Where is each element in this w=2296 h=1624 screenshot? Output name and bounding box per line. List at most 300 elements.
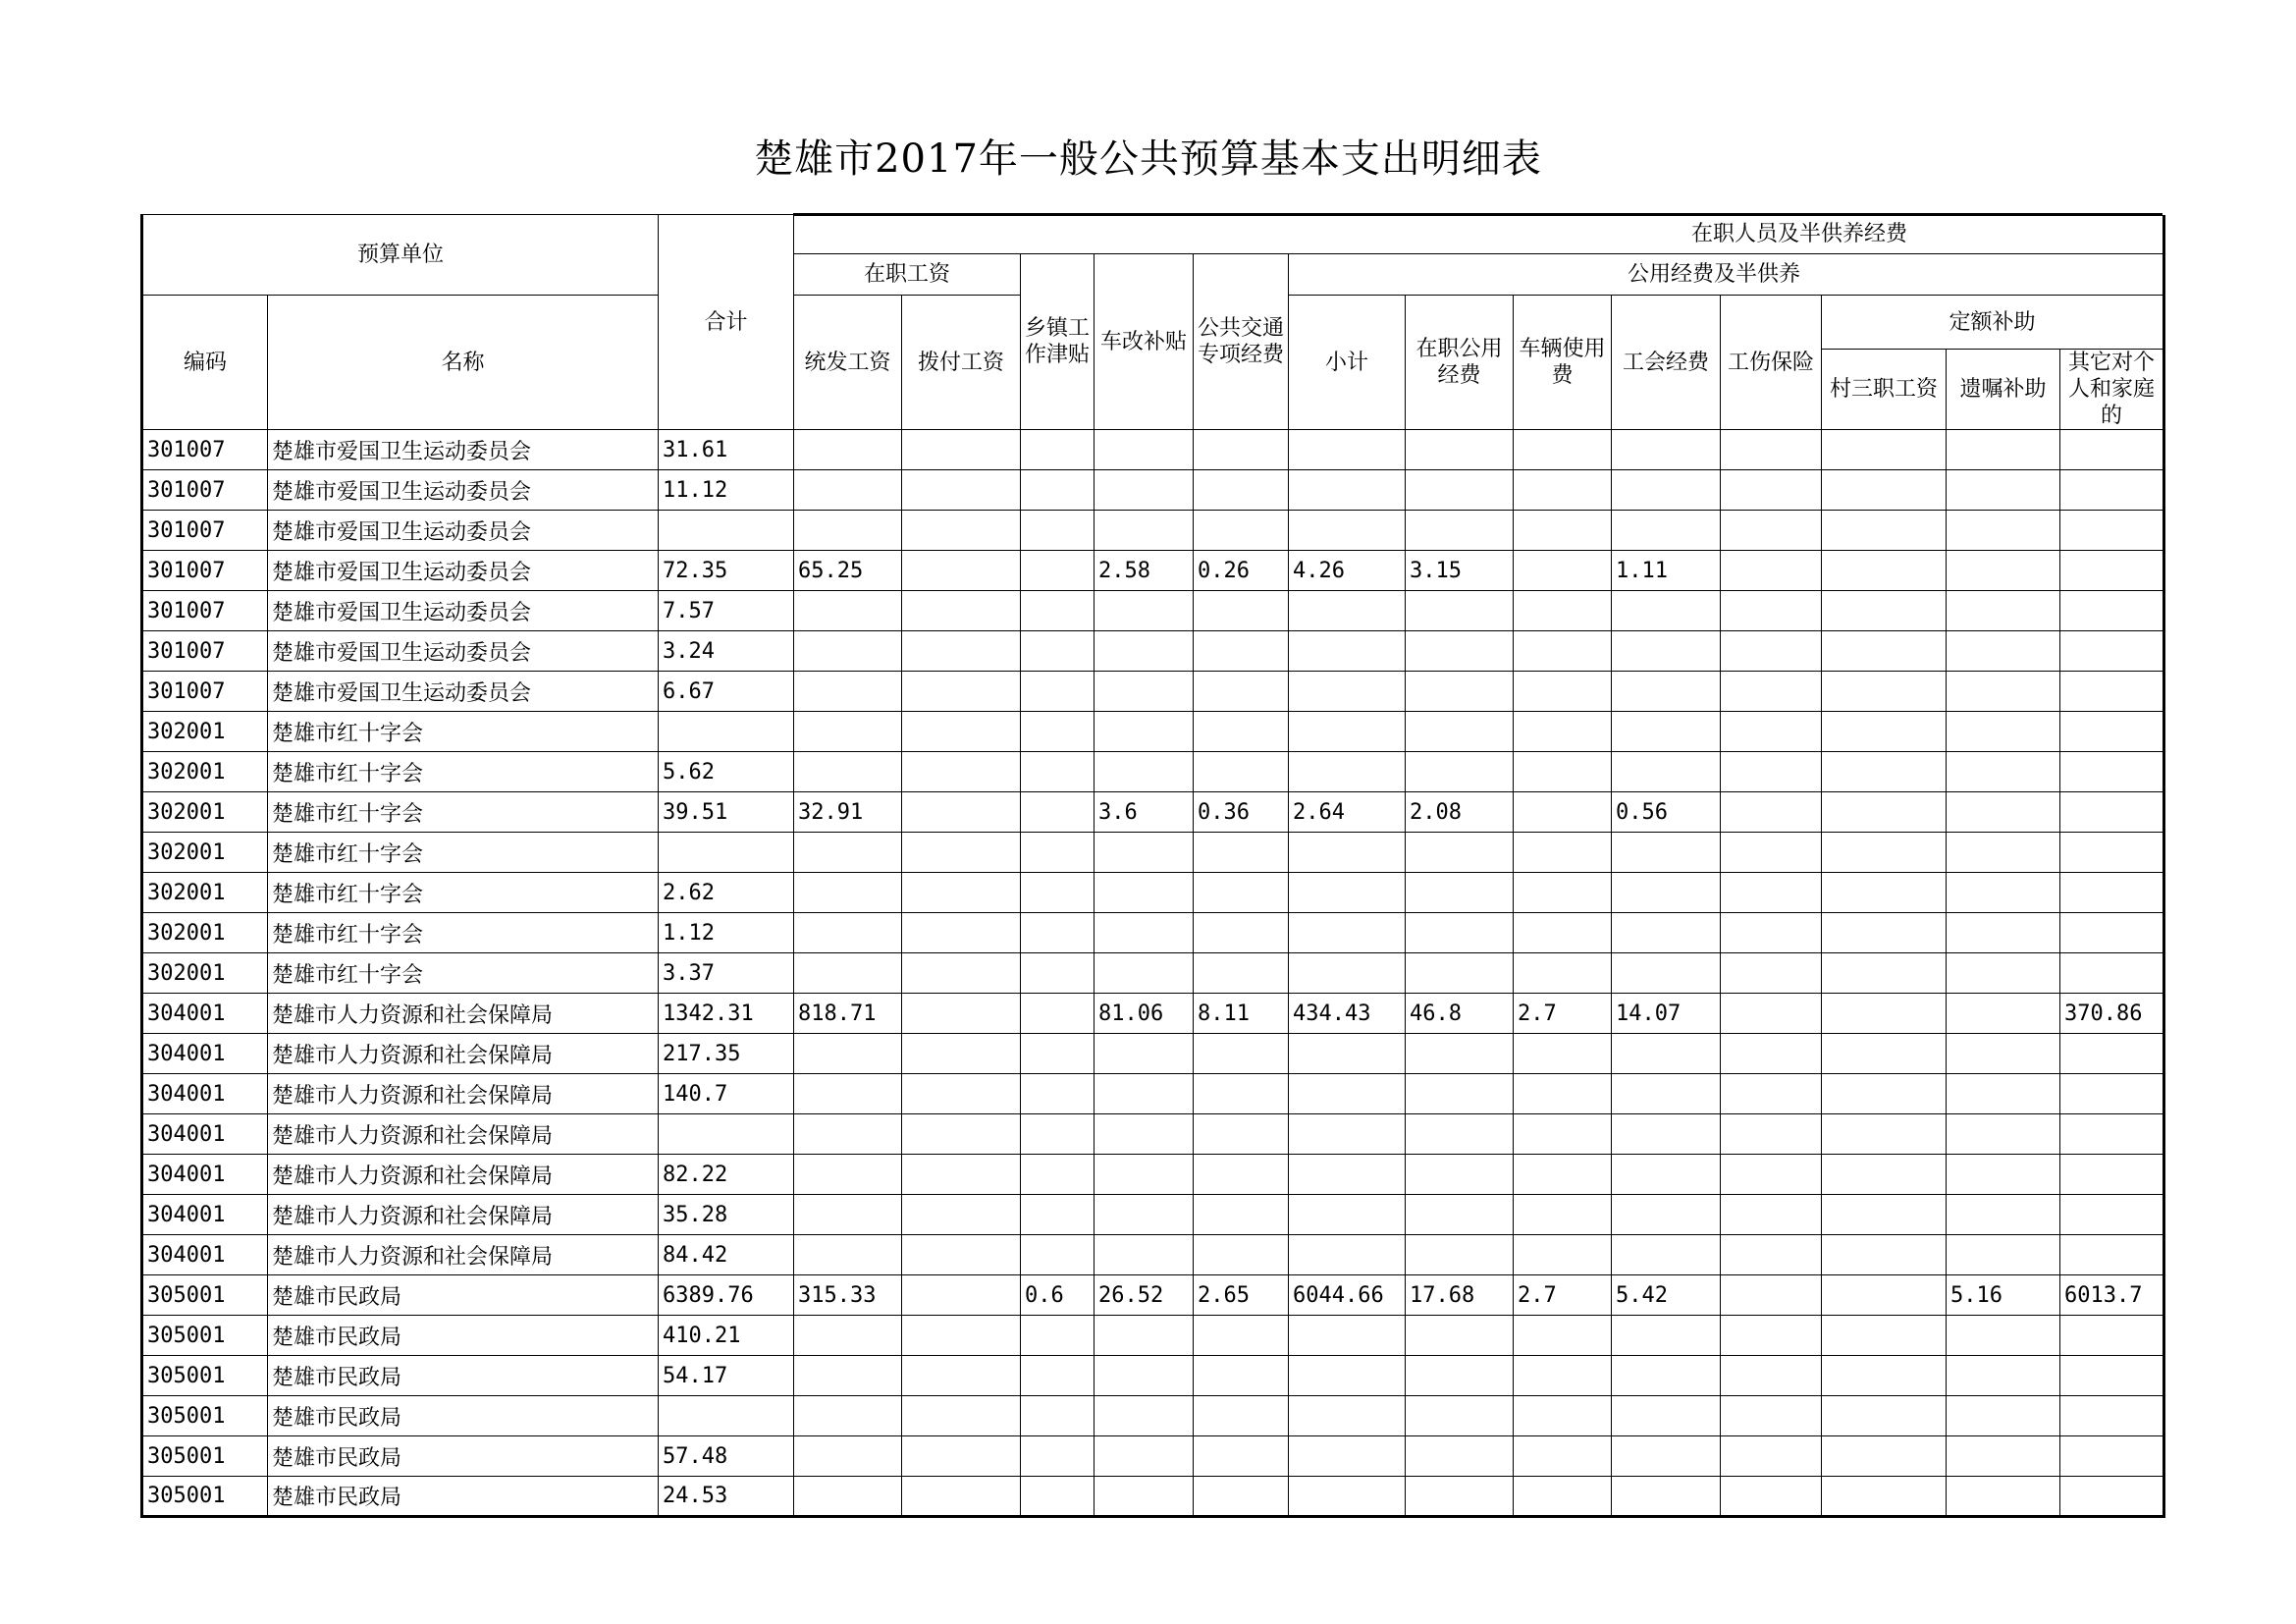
cell-vehicle-use (1514, 1477, 1612, 1517)
cell-code: 301007 (142, 470, 268, 511)
table-row (142, 1114, 2164, 1155)
cell-salary-unified (794, 1356, 902, 1396)
table-row (142, 994, 2164, 1034)
cell-salary-allocated (902, 913, 1021, 953)
cell-other-personal (2060, 511, 2164, 551)
cell-other-personal (2060, 873, 2164, 913)
cell-total: 6389.76 (659, 1275, 794, 1316)
cell-transport-special (1194, 470, 1289, 511)
cell-salary-unified (794, 833, 902, 873)
header-subtotal: 小计 (1289, 296, 1406, 430)
cell-vehicle-use (1514, 591, 1612, 631)
cell-car-reform (1095, 873, 1194, 913)
cell-public-funds (1406, 430, 1514, 470)
cell-transport-special (1194, 511, 1289, 551)
cell-township-allowance (1021, 1356, 1095, 1396)
cell-union-funds (1612, 1195, 1721, 1235)
cell-total (659, 1114, 794, 1155)
cell-salary-allocated (902, 712, 1021, 752)
cell-township-allowance (1021, 792, 1095, 833)
cell-code: 301007 (142, 672, 268, 712)
cell-transport-special: 8.11 (1194, 994, 1289, 1034)
table-row (142, 953, 2164, 994)
cell-transport-special (1194, 913, 1289, 953)
cell-survivor-subsidy (1947, 1155, 2060, 1195)
cell-survivor-subsidy (1947, 1396, 2060, 1436)
cell-union-funds (1612, 1034, 1721, 1074)
cell-vehicle-use (1514, 913, 1612, 953)
cell-survivor-subsidy (1947, 994, 2060, 1034)
cell-salary-unified (794, 1195, 902, 1235)
cell-name: 楚雄市人力资源和社会保障局 (268, 1034, 659, 1074)
cell-car-reform (1095, 1396, 1194, 1436)
table-body (142, 430, 2164, 1517)
cell-township-allowance (1021, 672, 1095, 712)
cell-transport-special (1194, 1155, 1289, 1195)
cell-salary-allocated (902, 1074, 1021, 1114)
cell-union-funds (1612, 1235, 1721, 1275)
cell-survivor-subsidy (1947, 591, 2060, 631)
cell-village-cadre (1822, 470, 1947, 511)
cell-village-cadre (1822, 631, 1947, 672)
cell-transport-special (1194, 752, 1289, 792)
cell-survivor-subsidy (1947, 551, 2060, 591)
cell-other-personal (2060, 551, 2164, 591)
cell-salary-allocated (902, 591, 1021, 631)
cell-village-cadre (1822, 1074, 1947, 1114)
cell-survivor-subsidy (1947, 1034, 2060, 1074)
cell-salary-unified (794, 1436, 902, 1477)
cell-name: 楚雄市红十字会 (268, 873, 659, 913)
cell-code: 304001 (142, 1034, 268, 1074)
cell-salary-allocated (902, 953, 1021, 994)
cell-township-allowance (1021, 994, 1095, 1034)
cell-total: 31.61 (659, 430, 794, 470)
cell-subtotal: 6044.66 (1289, 1275, 1406, 1316)
cell-subtotal (1289, 1396, 1406, 1436)
cell-survivor-subsidy (1947, 1356, 2060, 1396)
cell-other-personal: 370.86 (2060, 994, 2164, 1034)
cell-injury-insurance (1721, 752, 1822, 792)
cell-car-reform (1095, 1034, 1194, 1074)
cell-total: 410.21 (659, 1316, 794, 1356)
cell-survivor-subsidy (1947, 1195, 2060, 1235)
cell-salary-allocated (902, 1195, 1021, 1235)
cell-total: 54.17 (659, 1356, 794, 1396)
table-row (142, 1477, 2164, 1517)
cell-code: 301007 (142, 591, 268, 631)
cell-car-reform (1095, 1316, 1194, 1356)
cell-vehicle-use (1514, 1155, 1612, 1195)
cell-transport-special: 0.36 (1194, 792, 1289, 833)
cell-injury-insurance (1721, 1074, 1822, 1114)
cell-other-personal (2060, 752, 2164, 792)
header-salary-unified: 统发工资 (794, 296, 902, 430)
cell-name: 楚雄市红十字会 (268, 833, 659, 873)
cell-salary-unified (794, 1074, 902, 1114)
cell-total: 35.28 (659, 1195, 794, 1235)
cell-name: 楚雄市爱国卫生运动委员会 (268, 551, 659, 591)
cell-union-funds (1612, 913, 1721, 953)
cell-car-reform (1095, 1235, 1194, 1275)
cell-township-allowance (1021, 712, 1095, 752)
header-union-funds: 工会经费 (1612, 296, 1721, 430)
cell-salary-unified (794, 430, 902, 470)
table-row (142, 1034, 2164, 1074)
table-row (142, 1235, 2164, 1275)
cell-subtotal (1289, 511, 1406, 551)
cell-village-cadre (1822, 511, 1947, 551)
cell-union-funds (1612, 631, 1721, 672)
header-car-reform: 车改补贴 (1095, 254, 1194, 430)
cell-village-cadre (1822, 1034, 1947, 1074)
cell-village-cadre (1822, 1356, 1947, 1396)
header-group-fixed: 定额补助 (1822, 296, 2164, 350)
cell-subtotal (1289, 1195, 1406, 1235)
cell-public-funds (1406, 672, 1514, 712)
cell-transport-special (1194, 631, 1289, 672)
cell-salary-allocated (902, 873, 1021, 913)
cell-village-cadre (1822, 1235, 1947, 1275)
cell-public-funds (1406, 1235, 1514, 1275)
cell-public-funds (1406, 511, 1514, 551)
table-row (142, 470, 2164, 511)
cell-transport-special (1194, 953, 1289, 994)
cell-other-personal (2060, 1436, 2164, 1477)
cell-village-cadre (1822, 1316, 1947, 1356)
cell-transport-special (1194, 672, 1289, 712)
cell-injury-insurance (1721, 1195, 1822, 1235)
cell-vehicle-use (1514, 511, 1612, 551)
table-row (142, 833, 2164, 873)
cell-car-reform (1095, 430, 1194, 470)
cell-code: 305001 (142, 1477, 268, 1517)
cell-other-personal (2060, 470, 2164, 511)
cell-other-personal (2060, 1356, 2164, 1396)
cell-village-cadre (1822, 551, 1947, 591)
cell-name: 楚雄市爱国卫生运动委员会 (268, 511, 659, 551)
cell-village-cadre (1822, 1275, 1947, 1316)
cell-transport-special: 2.65 (1194, 1275, 1289, 1316)
cell-code: 305001 (142, 1316, 268, 1356)
cell-name: 楚雄市红十字会 (268, 752, 659, 792)
table-row (142, 752, 2164, 792)
cell-survivor-subsidy (1947, 873, 2060, 913)
cell-village-cadre (1822, 430, 1947, 470)
cell-union-funds (1612, 430, 1721, 470)
cell-car-reform (1095, 1477, 1194, 1517)
cell-transport-special (1194, 1316, 1289, 1356)
cell-transport-special (1194, 1034, 1289, 1074)
cell-total (659, 511, 794, 551)
cell-other-personal (2060, 712, 2164, 752)
cell-salary-unified (794, 1155, 902, 1195)
cell-salary-allocated (902, 752, 1021, 792)
cell-township-allowance (1021, 1235, 1095, 1275)
cell-name: 楚雄市民政局 (268, 1477, 659, 1517)
cell-injury-insurance (1721, 1436, 1822, 1477)
cell-subtotal (1289, 953, 1406, 994)
cell-injury-insurance (1721, 1114, 1822, 1155)
cell-transport-special (1194, 833, 1289, 873)
cell-subtotal: 2.64 (1289, 792, 1406, 833)
cell-car-reform (1095, 953, 1194, 994)
cell-injury-insurance (1721, 631, 1822, 672)
cell-township-allowance (1021, 1034, 1095, 1074)
table-row (142, 591, 2164, 631)
cell-survivor-subsidy (1947, 1436, 2060, 1477)
cell-union-funds (1612, 470, 1721, 511)
cell-salary-allocated (902, 430, 1021, 470)
cell-injury-insurance (1721, 833, 1822, 873)
cell-car-reform (1095, 712, 1194, 752)
cell-public-funds (1406, 1356, 1514, 1396)
cell-name: 楚雄市人力资源和社会保障局 (268, 1155, 659, 1195)
cell-code: 304001 (142, 1155, 268, 1195)
cell-survivor-subsidy (1947, 1074, 2060, 1114)
cell-subtotal (1289, 1436, 1406, 1477)
table-row (142, 1195, 2164, 1235)
cell-code: 304001 (142, 1195, 268, 1235)
table-row (142, 1074, 2164, 1114)
cell-code: 301007 (142, 551, 268, 591)
cell-transport-special: 0.26 (1194, 551, 1289, 591)
header-injury-insurance: 工伤保险 (1721, 296, 1822, 430)
cell-survivor-subsidy (1947, 511, 2060, 551)
cell-code: 301007 (142, 631, 268, 672)
header-township-allowance: 乡镇工作津贴 (1021, 254, 1095, 430)
cell-union-funds (1612, 1316, 1721, 1356)
cell-code: 301007 (142, 511, 268, 551)
cell-other-personal (2060, 1114, 2164, 1155)
cell-salary-unified (794, 712, 902, 752)
cell-other-personal (2060, 833, 2164, 873)
cell-salary-allocated (902, 1155, 1021, 1195)
cell-name: 楚雄市爱国卫生运动委员会 (268, 672, 659, 712)
cell-code: 302001 (142, 913, 268, 953)
cell-survivor-subsidy: 5.16 (1947, 1275, 2060, 1316)
cell-salary-allocated (902, 1034, 1021, 1074)
cell-other-personal: 6013.7 (2060, 1275, 2164, 1316)
cell-total: 57.48 (659, 1436, 794, 1477)
cell-other-personal (2060, 792, 2164, 833)
cell-name: 楚雄市爱国卫生运动委员会 (268, 591, 659, 631)
cell-total: 24.53 (659, 1477, 794, 1517)
cell-name: 楚雄市民政局 (268, 1275, 659, 1316)
cell-public-funds (1406, 752, 1514, 792)
cell-salary-unified (794, 1235, 902, 1275)
cell-public-funds (1406, 470, 1514, 511)
cell-union-funds: 5.42 (1612, 1275, 1721, 1316)
cell-public-funds (1406, 1114, 1514, 1155)
cell-survivor-subsidy (1947, 953, 2060, 994)
cell-survivor-subsidy (1947, 913, 2060, 953)
cell-subtotal (1289, 712, 1406, 752)
cell-public-funds: 17.68 (1406, 1275, 1514, 1316)
cell-transport-special (1194, 712, 1289, 752)
cell-total: 7.57 (659, 591, 794, 631)
cell-public-funds (1406, 953, 1514, 994)
cell-vehicle-use (1514, 1034, 1612, 1074)
table-row (142, 1316, 2164, 1356)
cell-code: 305001 (142, 1396, 268, 1436)
table-row (142, 1436, 2164, 1477)
header-other-personal: 其它对个人和家庭的 (2060, 350, 2164, 430)
cell-public-funds (1406, 1396, 1514, 1436)
cell-injury-insurance (1721, 1477, 1822, 1517)
cell-subtotal (1289, 430, 1406, 470)
cell-township-allowance (1021, 591, 1095, 631)
cell-salary-unified: 32.91 (794, 792, 902, 833)
cell-injury-insurance (1721, 994, 1822, 1034)
cell-salary-unified (794, 672, 902, 712)
cell-union-funds (1612, 1396, 1721, 1436)
cell-survivor-subsidy (1947, 712, 2060, 752)
cell-vehicle-use: 2.7 (1514, 1275, 1612, 1316)
cell-survivor-subsidy (1947, 1235, 2060, 1275)
cell-transport-special (1194, 1436, 1289, 1477)
cell-salary-allocated (902, 833, 1021, 873)
cell-transport-special (1194, 1477, 1289, 1517)
cell-vehicle-use (1514, 712, 1612, 752)
cell-salary-allocated (902, 672, 1021, 712)
cell-union-funds (1612, 1436, 1721, 1477)
cell-vehicle-use (1514, 551, 1612, 591)
cell-vehicle-use (1514, 430, 1612, 470)
cell-public-funds (1406, 591, 1514, 631)
cell-township-allowance (1021, 1436, 1095, 1477)
header-name: 名称 (268, 296, 659, 430)
cell-salary-allocated (902, 511, 1021, 551)
cell-code: 302001 (142, 752, 268, 792)
cell-union-funds (1612, 1114, 1721, 1155)
cell-subtotal (1289, 1477, 1406, 1517)
cell-injury-insurance (1721, 712, 1822, 752)
cell-village-cadre (1822, 672, 1947, 712)
cell-other-personal (2060, 1155, 2164, 1195)
cell-salary-allocated (902, 1356, 1021, 1396)
cell-salary-unified: 65.25 (794, 551, 902, 591)
cell-subtotal (1289, 470, 1406, 511)
cell-injury-insurance (1721, 470, 1822, 511)
cell-car-reform: 26.52 (1095, 1275, 1194, 1316)
cell-injury-insurance (1721, 1396, 1822, 1436)
cell-total: 3.24 (659, 631, 794, 672)
cell-transport-special (1194, 1114, 1289, 1155)
cell-car-reform (1095, 511, 1194, 551)
cell-transport-special (1194, 1235, 1289, 1275)
table-row (142, 792, 2164, 833)
cell-vehicle-use: 2.7 (1514, 994, 1612, 1034)
cell-public-funds (1406, 631, 1514, 672)
cell-subtotal (1289, 913, 1406, 953)
cell-township-allowance (1021, 1114, 1095, 1155)
cell-transport-special (1194, 1396, 1289, 1436)
cell-salary-unified (794, 1477, 902, 1517)
cell-subtotal (1289, 752, 1406, 792)
cell-village-cadre (1822, 994, 1947, 1034)
table-row (142, 631, 2164, 672)
cell-vehicle-use (1514, 953, 1612, 994)
cell-union-funds (1612, 1155, 1721, 1195)
cell-other-personal (2060, 1235, 2164, 1275)
cell-township-allowance (1021, 833, 1095, 873)
cell-salary-allocated (902, 1114, 1021, 1155)
cell-transport-special (1194, 591, 1289, 631)
cell-subtotal (1289, 1114, 1406, 1155)
cell-injury-insurance (1721, 1235, 1822, 1275)
cell-public-funds (1406, 1074, 1514, 1114)
cell-salary-allocated (902, 1396, 1021, 1436)
cell-car-reform (1095, 1074, 1194, 1114)
cell-union-funds (1612, 873, 1721, 913)
cell-village-cadre (1822, 1436, 1947, 1477)
cell-public-funds (1406, 1316, 1514, 1356)
cell-injury-insurance (1721, 792, 1822, 833)
cell-injury-insurance (1721, 1275, 1822, 1316)
cell-other-personal (2060, 1316, 2164, 1356)
cell-vehicle-use (1514, 792, 1612, 833)
table-row (142, 1396, 2164, 1436)
table-row (142, 551, 2164, 591)
cell-village-cadre (1822, 953, 1947, 994)
cell-total: 72.35 (659, 551, 794, 591)
cell-salary-allocated (902, 551, 1021, 591)
cell-salary-unified (794, 511, 902, 551)
cell-township-allowance (1021, 511, 1095, 551)
cell-other-personal (2060, 631, 2164, 672)
cell-total (659, 833, 794, 873)
cell-public-funds (1406, 833, 1514, 873)
cell-survivor-subsidy (1947, 631, 2060, 672)
cell-other-personal (2060, 953, 2164, 994)
header-budget-unit: 预算单位 (142, 215, 659, 296)
budget-table (140, 214, 2165, 1518)
cell-other-personal (2060, 1034, 2164, 1074)
cell-name: 楚雄市民政局 (268, 1356, 659, 1396)
cell-code: 302001 (142, 833, 268, 873)
cell-public-funds (1406, 1436, 1514, 1477)
cell-salary-allocated (902, 1316, 1021, 1356)
cell-name: 楚雄市红十字会 (268, 953, 659, 994)
cell-injury-insurance (1721, 1316, 1822, 1356)
cell-name: 楚雄市爱国卫生运动委员会 (268, 470, 659, 511)
table-row (142, 712, 2164, 752)
cell-subtotal (1289, 833, 1406, 873)
cell-subtotal (1289, 1034, 1406, 1074)
cell-code: 304001 (142, 1074, 268, 1114)
cell-total: 5.62 (659, 752, 794, 792)
cell-code: 302001 (142, 712, 268, 752)
cell-township-allowance (1021, 873, 1095, 913)
cell-other-personal (2060, 1477, 2164, 1517)
cell-township-allowance (1021, 1074, 1095, 1114)
cell-car-reform: 3.6 (1095, 792, 1194, 833)
cell-name: 楚雄市民政局 (268, 1316, 659, 1356)
cell-total: 82.22 (659, 1155, 794, 1195)
cell-salary-unified (794, 953, 902, 994)
cell-car-reform (1095, 470, 1194, 511)
cell-salary-unified (794, 1034, 902, 1074)
cell-salary-allocated (902, 792, 1021, 833)
cell-township-allowance (1021, 1316, 1095, 1356)
cell-subtotal (1289, 1155, 1406, 1195)
cell-name: 楚雄市民政局 (268, 1396, 659, 1436)
cell-village-cadre (1822, 1155, 1947, 1195)
cell-subtotal: 4.26 (1289, 551, 1406, 591)
table-row (142, 511, 2164, 551)
cell-subtotal (1289, 1356, 1406, 1396)
